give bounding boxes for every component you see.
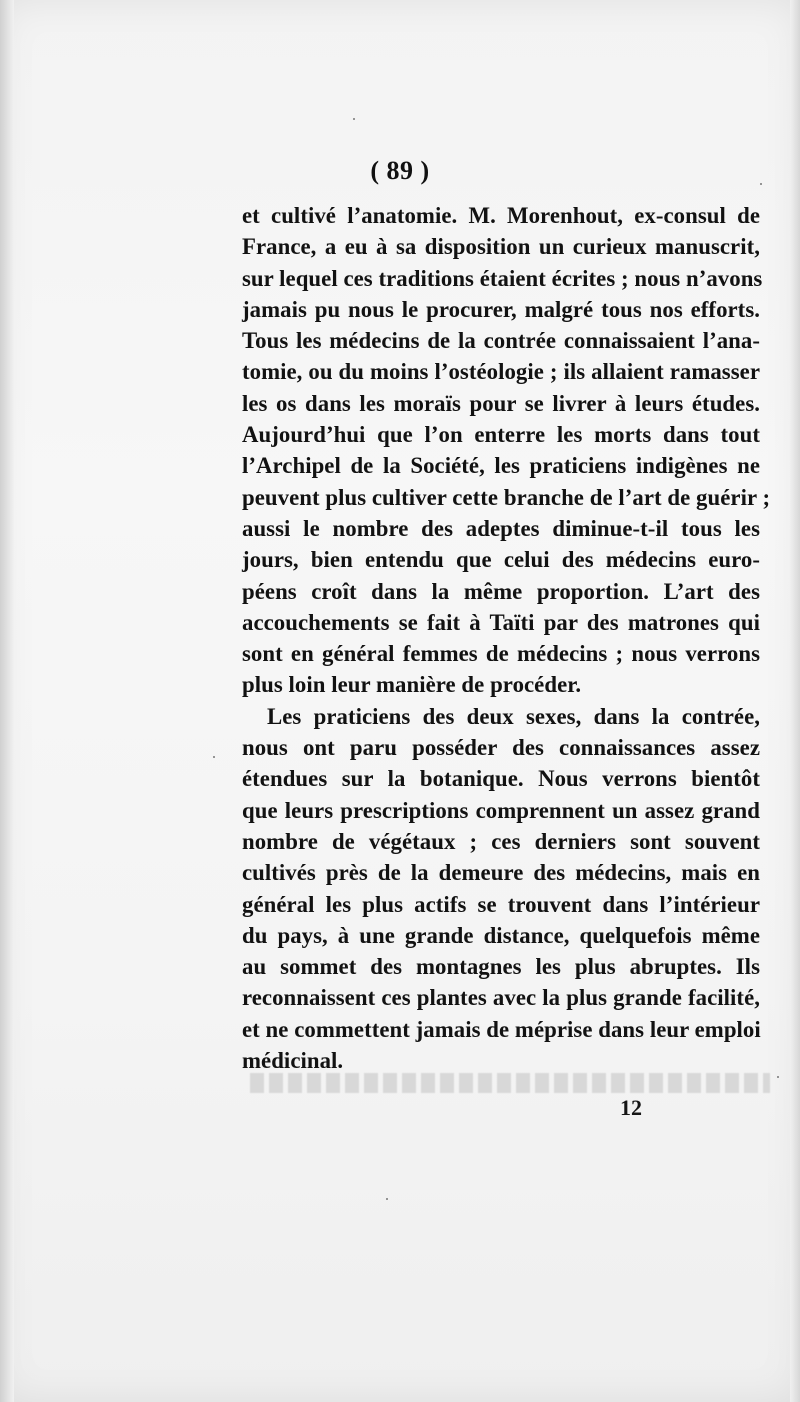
text-line-22: cultivés près de la demeure des médecins, mais en (242, 860, 760, 886)
text-line-19: étendues sur la botanique. Nous verrons bientôt (242, 766, 760, 792)
text-line-26: reconnaissent ces plantes avec la plus grande facilité, (242, 985, 760, 1011)
signature-mark: 12 (620, 1095, 642, 1120)
paper-speck (213, 756, 215, 758)
page-number: ( 89 ) (370, 156, 430, 185)
text-line-11: aussi le nombre des adeptes diminue-t-il tous les (242, 515, 760, 541)
text-line-5: Tous les médecins de la contrée connaissaient l’ana- (242, 328, 760, 354)
paper-speck (386, 1198, 388, 1200)
text-line-23: général les plus actifs se trouvent dans l’intérieur (242, 891, 760, 917)
text-line-24: du pays, à une grande distance, quelquefois même (242, 922, 760, 948)
text-line-14: accouchements se fait à Taïti par des matrones qui (242, 609, 760, 635)
text-line-15: sont en général femmes de médecins ; nous verrons (242, 641, 760, 667)
text-line-9: l’Archipel de la Société, les praticiens indigènes ne (242, 453, 760, 479)
paper-speck (760, 183, 762, 185)
text-line-16: plus loin leur manière de procéder. (242, 672, 582, 698)
text-line-21: nombre de végétaux ; ces derniers sont souvent (242, 828, 760, 854)
paper-speck (777, 1076, 779, 1078)
show-through-ink (250, 1073, 770, 1093)
text-line-10: peuvent plus cultiver cette branche de l’art de guérir ; (242, 484, 771, 510)
text-line-2: France, a eu à sa disposition un curieux manuscrit, (242, 234, 760, 260)
text-line-13: péens croît dans la même proportion. L’art des (242, 578, 760, 604)
paper-speck (353, 118, 355, 120)
text-line-1: et cultivé l’anatomie. M. Morenhout, ex-consul de (242, 203, 760, 228)
text-line-17: Les praticiens des deux sexes, dans la contrée, (267, 703, 760, 729)
text-line-18: nous ont paru posséder des connaissances assez (242, 735, 760, 761)
body-text (242, 200, 771, 1076)
text-line-25: au sommet des montagnes les plus abruptes. Ils (242, 954, 760, 980)
text-line-27: et ne commettent jamais de méprise dans leur emploi (242, 1016, 761, 1042)
text-line-7: les os dans les moraïs pour se livrer à leurs études. (242, 390, 760, 416)
text-line-4: jamais pu nous le procurer, malgré tous nos efforts. (242, 296, 760, 322)
text-line-28: médicinal. (242, 1048, 344, 1074)
text-line-6: tomie, ou du moins l’ostéologie ; ils allaient ramasser (242, 359, 760, 385)
text-line-12: jours, bien entendu que celui des médecins euro- (242, 547, 760, 573)
text-line-20: que leurs prescriptions comprennent un assez grand (242, 797, 760, 823)
text-line-3: sur lequel ces traditions étaient écrites ; nous n’avons (242, 265, 763, 291)
text-line-8: Aujourd’hui que l’on enterre les morts dans tout (242, 422, 760, 448)
